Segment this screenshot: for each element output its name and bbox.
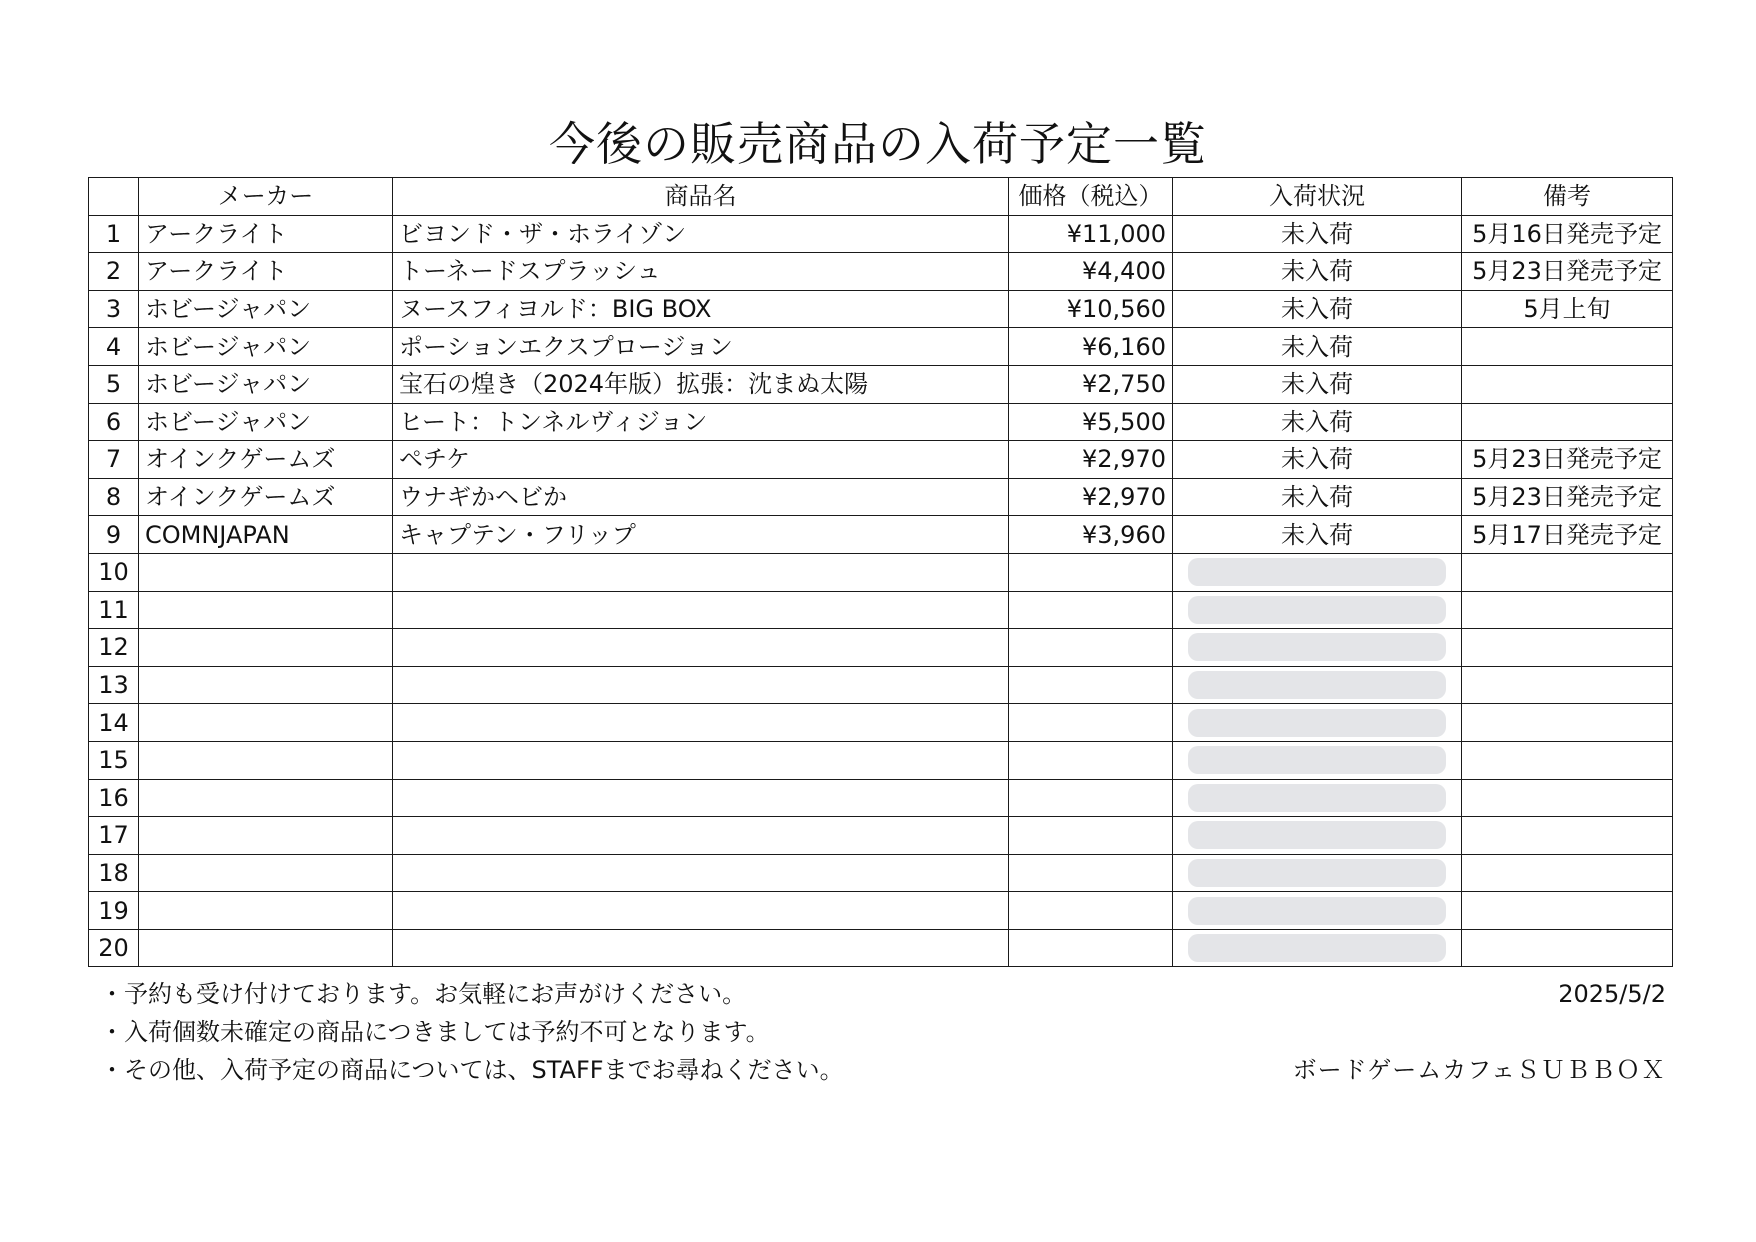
product-name-cell — [393, 929, 1009, 967]
price-cell — [1009, 666, 1173, 704]
status-placeholder — [1188, 897, 1446, 925]
product-name-cell — [393, 817, 1009, 855]
row-number: 5 — [89, 365, 139, 403]
product-name-cell: ヒート：トンネルヴィジョン — [393, 403, 1009, 441]
row-number: 18 — [89, 854, 139, 892]
note-cell: 5月17日発売予定 — [1462, 516, 1673, 554]
status-cell: 未入荷 — [1173, 328, 1462, 366]
row-number: 15 — [89, 741, 139, 779]
row-number: 20 — [89, 929, 139, 967]
row-number: 2 — [89, 253, 139, 291]
status-cell: 未入荷 — [1173, 403, 1462, 441]
row-number: 14 — [89, 704, 139, 742]
status-placeholder — [1188, 746, 1446, 774]
price-cell — [1009, 553, 1173, 591]
row-number: 19 — [89, 892, 139, 930]
price-cell: ¥5,500 — [1009, 403, 1173, 441]
product-name-cell — [393, 741, 1009, 779]
price-cell: ¥6,160 — [1009, 328, 1173, 366]
table-row — [89, 629, 1673, 667]
status-cell — [1173, 779, 1462, 817]
product-name-cell — [393, 629, 1009, 667]
maker-cell: ホビージャパン — [139, 290, 393, 328]
price-cell: ¥11,000 — [1009, 215, 1173, 253]
table-row — [89, 441, 1673, 479]
table-row — [89, 365, 1673, 403]
table-row — [89, 516, 1673, 554]
table-row — [89, 215, 1673, 253]
maker-cell — [139, 741, 393, 779]
row-number: 9 — [89, 516, 139, 554]
header-product-name: 商品名 — [393, 178, 1009, 216]
note-cell — [1462, 365, 1673, 403]
note-cell — [1462, 591, 1673, 629]
price-cell — [1009, 779, 1173, 817]
status-cell: 未入荷 — [1173, 290, 1462, 328]
status-cell — [1173, 741, 1462, 779]
table-row — [89, 704, 1673, 742]
note-cell — [1462, 817, 1673, 855]
table-header-row — [89, 178, 1673, 216]
row-number: 4 — [89, 328, 139, 366]
row-number: 17 — [89, 817, 139, 855]
note-cell — [1462, 403, 1673, 441]
status-cell — [1173, 892, 1462, 930]
price-cell: ¥2,970 — [1009, 441, 1173, 479]
product-name-cell — [393, 854, 1009, 892]
table-row — [89, 817, 1673, 855]
status-cell — [1173, 591, 1462, 629]
maker-cell: オインクゲームズ — [139, 478, 393, 516]
row-number: 1 — [89, 215, 139, 253]
product-name-cell: ポーションエクスプロージョン — [393, 328, 1009, 366]
issue-date: 2025/5/2 — [1558, 980, 1666, 1008]
shop-name: ボードゲームカフェＳＵＢＢＯＸ — [1292, 1056, 1666, 1084]
status-cell: 未入荷 — [1173, 441, 1462, 479]
maker-cell — [139, 892, 393, 930]
status-cell: 未入荷 — [1173, 478, 1462, 516]
price-cell — [1009, 629, 1173, 667]
status-placeholder — [1188, 859, 1446, 887]
table-row — [89, 478, 1673, 516]
maker-cell: アークライト — [139, 253, 393, 291]
notes-block — [100, 975, 844, 1089]
price-cell — [1009, 741, 1173, 779]
note-line: ・予約も受け付けております。お気軽にお声がけください。 — [100, 980, 747, 1008]
status-placeholder — [1188, 821, 1446, 849]
header-status: 入荷状況 — [1173, 178, 1462, 216]
note-cell: 5月23日発売予定 — [1462, 478, 1673, 516]
table-row — [89, 553, 1673, 591]
page-title: 今後の販売商品の入荷予定一覧 — [549, 117, 1207, 171]
price-cell: ¥2,750 — [1009, 365, 1173, 403]
note-cell — [1462, 854, 1673, 892]
maker-cell — [139, 629, 393, 667]
price-cell — [1009, 929, 1173, 967]
maker-cell — [139, 929, 393, 967]
price-cell — [1009, 591, 1173, 629]
product-name-cell: 宝石の煌き（2024年版）拡張：沈まぬ太陽 — [393, 365, 1009, 403]
note-cell — [1462, 629, 1673, 667]
row-number: 16 — [89, 779, 139, 817]
row-number: 13 — [89, 666, 139, 704]
status-placeholder — [1188, 934, 1446, 962]
product-name-cell — [393, 779, 1009, 817]
maker-cell: COMNJAPAN — [139, 516, 393, 554]
product-name-cell: ペチケ — [393, 441, 1009, 479]
product-name-cell — [393, 591, 1009, 629]
status-placeholder — [1188, 709, 1446, 737]
header-maker: メーカー — [139, 178, 393, 216]
status-cell: 未入荷 — [1173, 516, 1462, 554]
table-row — [89, 929, 1673, 967]
maker-cell — [139, 817, 393, 855]
price-cell: ¥4,400 — [1009, 253, 1173, 291]
table-row — [89, 403, 1673, 441]
status-placeholder — [1188, 633, 1446, 661]
price-cell: ¥10,560 — [1009, 290, 1173, 328]
note-cell — [1462, 779, 1673, 817]
status-cell: 未入荷 — [1173, 253, 1462, 291]
note-cell — [1462, 666, 1673, 704]
table-row — [89, 779, 1673, 817]
note-cell: 5月23日発売予定 — [1462, 441, 1673, 479]
status-placeholder — [1188, 671, 1446, 699]
row-number: 11 — [89, 591, 139, 629]
maker-cell — [139, 666, 393, 704]
table-row — [89, 290, 1673, 328]
note-cell: 5月23日発売予定 — [1462, 253, 1673, 291]
note-cell — [1462, 929, 1673, 967]
note-line: ・その他、入荷予定の商品については、STAFFまでお尋ねください。 — [100, 1056, 844, 1084]
maker-cell — [139, 591, 393, 629]
note-cell — [1462, 892, 1673, 930]
product-name-cell — [393, 892, 1009, 930]
maker-cell — [139, 704, 393, 742]
row-number: 6 — [89, 403, 139, 441]
price-cell — [1009, 854, 1173, 892]
row-number: 7 — [89, 441, 139, 479]
table-row — [89, 741, 1673, 779]
maker-cell: ホビージャパン — [139, 403, 393, 441]
table-row — [89, 328, 1673, 366]
table-row — [89, 591, 1673, 629]
row-number: 3 — [89, 290, 139, 328]
header-price: 価格（税込） — [1009, 178, 1173, 216]
price-cell — [1009, 892, 1173, 930]
status-cell — [1173, 553, 1462, 591]
price-cell: ¥2,970 — [1009, 478, 1173, 516]
note-cell: 5月上旬 — [1462, 290, 1673, 328]
note-line: ・入荷個数未確定の商品につきましては予約不可となります。 — [100, 1018, 770, 1046]
arrival-schedule-table — [88, 177, 1673, 967]
note-cell — [1462, 704, 1673, 742]
product-name-cell: キャプテン・フリップ — [393, 516, 1009, 554]
table-row — [89, 253, 1673, 291]
status-cell — [1173, 929, 1462, 967]
maker-cell: アークライト — [139, 215, 393, 253]
note-cell — [1462, 553, 1673, 591]
table-row — [89, 666, 1673, 704]
product-name-cell — [393, 704, 1009, 742]
maker-cell — [139, 553, 393, 591]
product-name-cell: ビヨンド・ザ・ホライゾン — [393, 215, 1009, 253]
header-note: 備考 — [1462, 178, 1673, 216]
product-name-cell: ヌースフィヨルド：BIG BOX — [393, 290, 1009, 328]
row-number: 12 — [89, 629, 139, 667]
status-cell: 未入荷 — [1173, 365, 1462, 403]
status-placeholder — [1188, 596, 1446, 624]
table-row — [89, 892, 1673, 930]
table-row — [89, 854, 1673, 892]
status-cell — [1173, 817, 1462, 855]
maker-cell: ホビージャパン — [139, 365, 393, 403]
status-cell — [1173, 666, 1462, 704]
price-cell — [1009, 704, 1173, 742]
product-name-cell: トーネードスプラッシュ — [393, 253, 1009, 291]
maker-cell — [139, 854, 393, 892]
price-cell: ¥3,960 — [1009, 516, 1173, 554]
status-cell — [1173, 704, 1462, 742]
product-name-cell: ウナギかヘビか — [393, 478, 1009, 516]
maker-cell — [139, 779, 393, 817]
status-placeholder — [1188, 558, 1446, 586]
note-cell — [1462, 328, 1673, 366]
header-no — [89, 178, 139, 216]
maker-cell: ホビージャパン — [139, 328, 393, 366]
note-cell — [1462, 741, 1673, 779]
status-cell — [1173, 629, 1462, 667]
price-cell — [1009, 817, 1173, 855]
note-cell: 5月16日発売予定 — [1462, 215, 1673, 253]
row-number: 10 — [89, 553, 139, 591]
product-name-cell — [393, 553, 1009, 591]
product-name-cell — [393, 666, 1009, 704]
maker-cell: オインクゲームズ — [139, 441, 393, 479]
status-placeholder — [1188, 784, 1446, 812]
status-cell: 未入荷 — [1173, 215, 1462, 253]
row-number: 8 — [89, 478, 139, 516]
status-cell — [1173, 854, 1462, 892]
